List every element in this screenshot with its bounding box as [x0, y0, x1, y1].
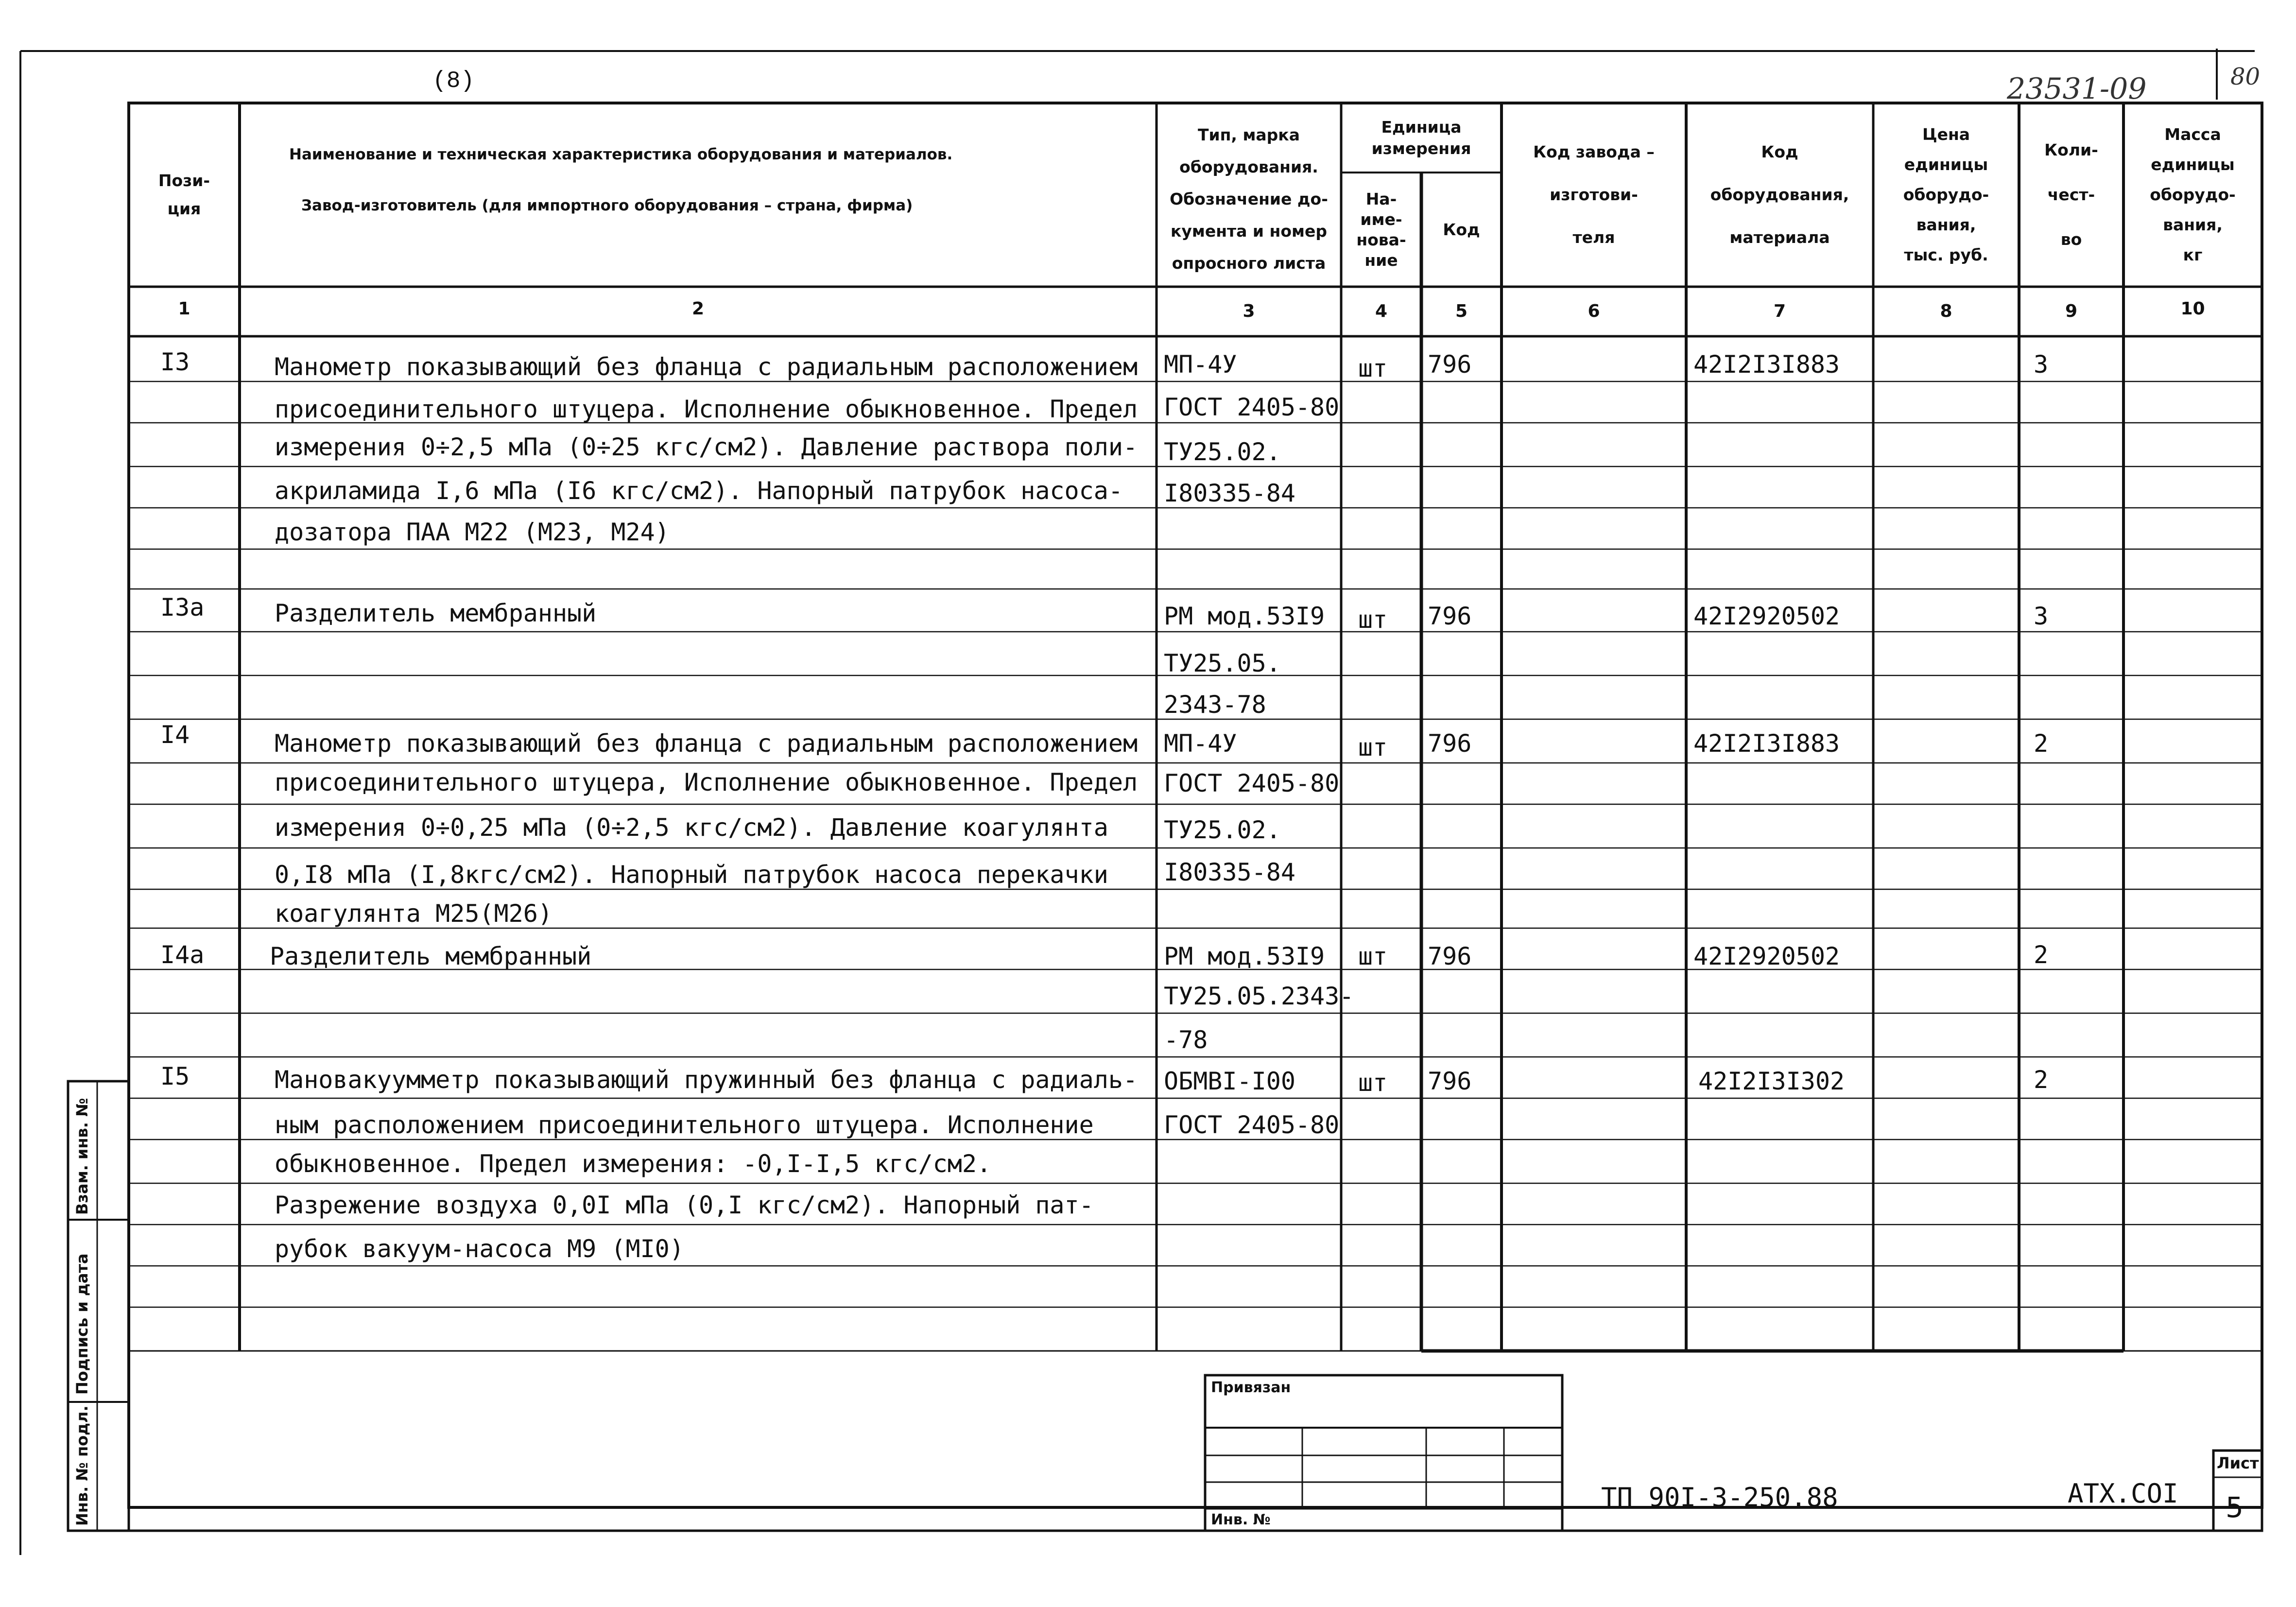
row-i3a-unit-code: 796	[1428, 602, 1472, 630]
row-i5-desc-line: рубок вакуум-насоса М9 (МI0)	[275, 1235, 684, 1263]
row-i4-position: I4	[160, 721, 190, 749]
header-unit-name: На- име- нова- ние	[1356, 189, 1406, 270]
colnum-4: 4	[1375, 301, 1388, 321]
sheet-number: 5	[2226, 1491, 2244, 1524]
header-equipment-code: Код оборудования, материала	[1710, 142, 1849, 247]
row-i5-unit-code: 796	[1428, 1067, 1472, 1095]
row-i5-unit: шт	[1358, 1069, 1388, 1097]
row-i4-type-line: ТУ25.02.	[1164, 816, 1281, 844]
row-i4a-unit-code: 796	[1428, 942, 1472, 970]
row-i4-desc-line: присоединительного штуцера, Исполнение обыкновенное. Предел	[275, 768, 1138, 796]
row-i4-desc-line: коагулянта М25(М26)	[275, 899, 552, 928]
doc-mark: АТХ.СОI	[2068, 1478, 2178, 1509]
row-i4-unit: шт	[1358, 733, 1388, 761]
row-i4-unit-code: 796	[1428, 729, 1472, 758]
row-i3-desc-line: дозатора ПАА М22 (М23, М24)	[275, 518, 670, 546]
colnum-8: 8	[1940, 301, 1952, 321]
stamp-privyazan: Привязан	[1211, 1379, 1291, 1396]
row-i3-type-line: ГОСТ 2405-80	[1164, 393, 1340, 421]
row-i3-equipment-code: 42I2I3I883	[1693, 350, 1840, 379]
header-quantity: Коли- чест- во	[2044, 140, 2098, 249]
colnum-5: 5	[1455, 301, 1468, 321]
row-i5-desc-line: ным расположением присоединительного штуцера. Исполнение	[275, 1111, 1094, 1139]
stamp-inv-no: Инв. №	[1211, 1511, 1271, 1528]
header-price: Цена единицы оборудо- вания, тыс. руб.	[1903, 125, 1989, 264]
header-position: Пози- ция	[158, 171, 210, 218]
row-i5-desc-line: Мановакуумметр показывающий пружинный без фланца с радиаль-	[275, 1066, 1138, 1094]
row-i4a-type-line: -78	[1164, 1026, 1208, 1054]
row-i3a-type-line: ТУ25.05.	[1164, 649, 1281, 677]
row-i5-type-line: ГОСТ 2405-80	[1164, 1111, 1340, 1139]
header-name-line1: Наименование и техническая характеристика оборудования и материалов.	[289, 146, 953, 163]
colnum-6: 6	[1588, 301, 1600, 321]
row-i3-type-line: ТУ25.02.	[1164, 438, 1281, 466]
row-i4-type-line: I80335-84	[1164, 858, 1295, 886]
row-i3a-type-line: 2343-78	[1164, 691, 1266, 719]
row-i4a-quantity: 2	[2034, 941, 2049, 969]
sheet-label: Лист	[2217, 1454, 2259, 1472]
row-i3-type-line: I80335-84	[1164, 479, 1295, 507]
row-i3-position: I3	[160, 348, 190, 376]
row-i3-desc-line: Манометр показывающий без фланца с радиальным расположением	[275, 353, 1138, 381]
row-i5-quantity: 2	[2034, 1066, 2049, 1094]
row-i4a-equipment-code: 42I2920502	[1693, 942, 1840, 970]
row-i3-quantity: 3	[2034, 350, 2049, 379]
row-i4-type-line: ГОСТ 2405-80	[1164, 769, 1340, 797]
row-i3a-unit: шт	[1358, 605, 1388, 634]
row-i4-quantity: 2	[2034, 729, 2049, 758]
row-i5-type-line: ОБМВI-I00	[1164, 1067, 1295, 1095]
colnum-3: 3	[1243, 301, 1255, 321]
row-i3-unit-code: 796	[1428, 350, 1472, 379]
row-i5-desc-line: обыкновенное. Предел измерения: -0,I-I,5 кгс/см2.	[275, 1150, 992, 1178]
side-label-vzam: Взам. инв. №	[73, 1098, 91, 1215]
header-mass: Масса единицы оборудо- вания, кг	[2150, 125, 2236, 264]
colnum-2: 2	[691, 299, 705, 319]
row-i3-desc-line: присоединительного штуцера. Исполнение обыкновенное. Предел	[275, 395, 1138, 423]
row-i3-desc-line: акриламида I,6 мПа (I6 кгс/см2). Напорный патрубок насоса-	[275, 477, 1123, 505]
row-i3a-quantity: 3	[2034, 602, 2049, 630]
row-i4a-unit: шт	[1358, 942, 1388, 970]
row-i5-equipment-code: 42I2I3I302	[1698, 1067, 1845, 1095]
row-i3a-equipment-code: 42I2920502	[1693, 602, 1840, 630]
header-name-line2: Завод-изготовитель (для импортного оборудования – страна, фирма)	[301, 197, 913, 214]
colnum-1: 1	[178, 299, 190, 319]
header-unit-code: Код	[1443, 220, 1480, 239]
doc-code: ТП 90I-3-250.88	[1601, 1482, 1838, 1513]
row-i3-desc-line: измерения 0÷2,5 мПа (0÷25 кгс/см2). Давление раствора поли-	[275, 433, 1138, 461]
row-i3a-type-line: РМ мод.53I9	[1164, 602, 1325, 630]
row-i4a-position: I4а	[160, 941, 205, 969]
row-i4-type-line: МП-4У	[1164, 729, 1237, 758]
row-i4-desc-line: измерения 0÷0,25 мПа (0÷2,5 кгс/см2). Давление коагулянта	[275, 813, 1108, 842]
row-i3-type-line: МП-4У	[1164, 350, 1237, 379]
row-i4a-desc-line: Разделитель мембранный	[270, 942, 592, 970]
header-type: Тип, марка оборудования. Обозначение до- кумента и номер опросного листа	[1170, 125, 1328, 273]
header-factory-code: Код завода – изготови- теля	[1533, 142, 1655, 247]
side-label-inv: Инв. № подл.	[73, 1405, 91, 1526]
colnum-10: 10	[2180, 299, 2205, 319]
row-i4-equipment-code: 42I2I3I883	[1693, 729, 1840, 758]
colnum-7: 7	[1773, 301, 1786, 321]
row-i3a-desc-line: Разделитель мембранный	[275, 599, 597, 627]
row-i3a-position: I3а	[160, 593, 205, 622]
row-i4-desc-line: 0,I8 мПа (I,8кгс/см2). Напорный патрубок насоса перекачки	[275, 861, 1108, 889]
row-i5-position: I5	[160, 1062, 190, 1090]
page-number-label: (8)	[432, 68, 475, 94]
row-i5-desc-line: Разрежение воздуха 0,0I мПа (0,I кгс/см2). Напорный пат-	[275, 1191, 1094, 1219]
side-label-podpis: Подпись и дата	[73, 1253, 91, 1395]
row-i4a-type-line: РМ мод.53I9	[1164, 942, 1325, 970]
header-unit-group: Единица измерения	[1371, 117, 1471, 158]
row-i3-unit: шт	[1358, 354, 1388, 382]
colnum-9: 9	[2065, 301, 2078, 321]
row-i4a-type-line: ТУ25.05.2343-	[1164, 982, 1354, 1010]
corner-mark: 80	[2230, 63, 2261, 90]
row-i4-desc-line: Манометр показывающий без фланца с радиальным расположением	[275, 729, 1138, 758]
handwritten-doc-number: 23531-09	[2007, 72, 2147, 106]
